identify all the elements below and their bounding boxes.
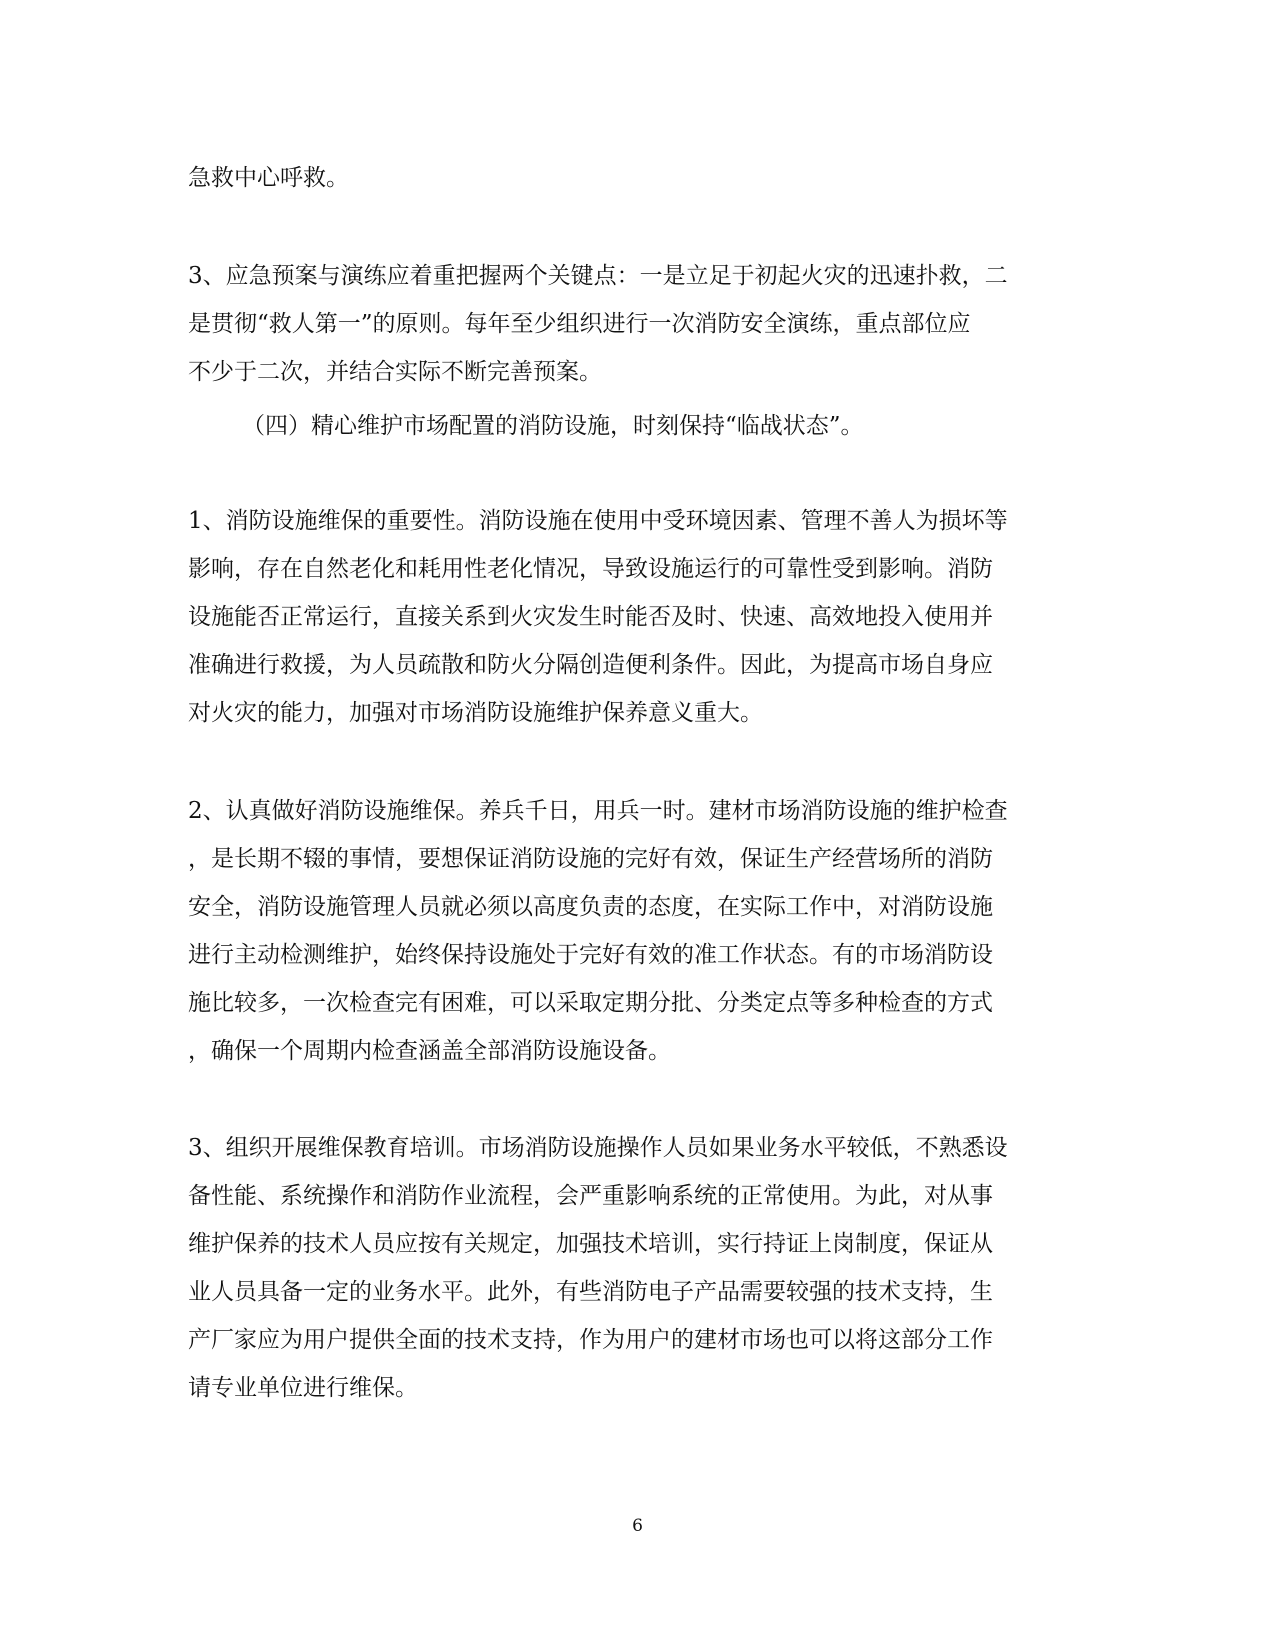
text-line: 维护保养的技术人员应按有关规定，加强技术培训，实行持证上岗制度，保证从 (188, 1231, 993, 1257)
text-line: 影响，存在自然老化和耗用性老化情况，导致设施运行的可靠性受到影响。消防 (188, 556, 993, 582)
text-line: 进行主动检测维护，始终保持设施处于完好有效的准工作状态。有的市场消防设 (188, 942, 993, 968)
text-line: 准确进行救援，为人员疏散和防火分隔创造便利条件。因此，为提高市场自身应 (188, 652, 993, 678)
paragraph-maintenance-importance (188, 497, 1088, 737)
text-line: 急救中心呼救。 (188, 165, 349, 191)
text-line: 产厂家应为用户提供全面的技术支持，作为用户的建材市场也可以将这部分工作 (188, 1327, 993, 1353)
text-line: 备性能、系统操作和消防作业流程，会严重影响系统的正常使用。为此，对从事 (188, 1183, 993, 1209)
text-line: 1、消防设施维保的重要性。消防设施在使用中受环境因素、管理不善人为损坏等 (188, 508, 1008, 534)
text-line: 施比较多，一次检查完有困难，可以采取定期分批、分类定点等多种检查的方式 (188, 990, 993, 1016)
paragraph-emergency-drill (188, 252, 1088, 396)
text-line: ，是长期不辍的事情，要想保证消防设施的完好有效，保证生产经营场所的消防 (188, 846, 993, 872)
paragraph-training (188, 1124, 1088, 1412)
text-line: 2、认真做好消防设施维保。养兵千日，用兵一时。建材市场消防设施的维护检查 (188, 798, 1008, 824)
text-line: 安全，消防设施管理人员就必须以高度负责的态度，在实际工作中，对消防设施 (188, 894, 993, 920)
text-line: 不少于二次，并结合实际不断完善预案。 (188, 359, 602, 385)
text-line: 业人员具备一定的业务水平。此外，有些消防电子产品需要较强的技术支持，生 (188, 1279, 993, 1305)
page-number: 6 (632, 1516, 643, 1536)
text-line: 设施能否正常运行，直接关系到火灾发生时能否及时、快速、高效地投入使用并 (188, 604, 993, 630)
text-line: ，确保一个周期内检查涵盖全部消防设施设备。 (188, 1038, 671, 1064)
paragraph-continuation (188, 154, 1088, 202)
text-line: 3、应急预案与演练应着重把握两个关键点：一是立足于初起火灾的迅速扑救，二 (188, 263, 1008, 289)
text-line: 请专业单位进行维保。 (188, 1375, 418, 1401)
section-heading (242, 402, 1142, 450)
paragraph-maintenance-work (188, 787, 1088, 1075)
text-line: 是贯彻“救人第一”的原则。每年至少组织进行一次消防安全演练，重点部位应 (188, 311, 971, 337)
text-line: （四）精心维护市场配置的消防设施，时刻保持“临战状态”。 (242, 413, 864, 439)
text-line: 对火灾的能力，加强对市场消防设施维护保养意义重大。 (188, 700, 763, 726)
text-line: 3、组织开展维保教育培训。市场消防设施操作人员如果业务水平较低，不熟悉设 (188, 1135, 1008, 1161)
